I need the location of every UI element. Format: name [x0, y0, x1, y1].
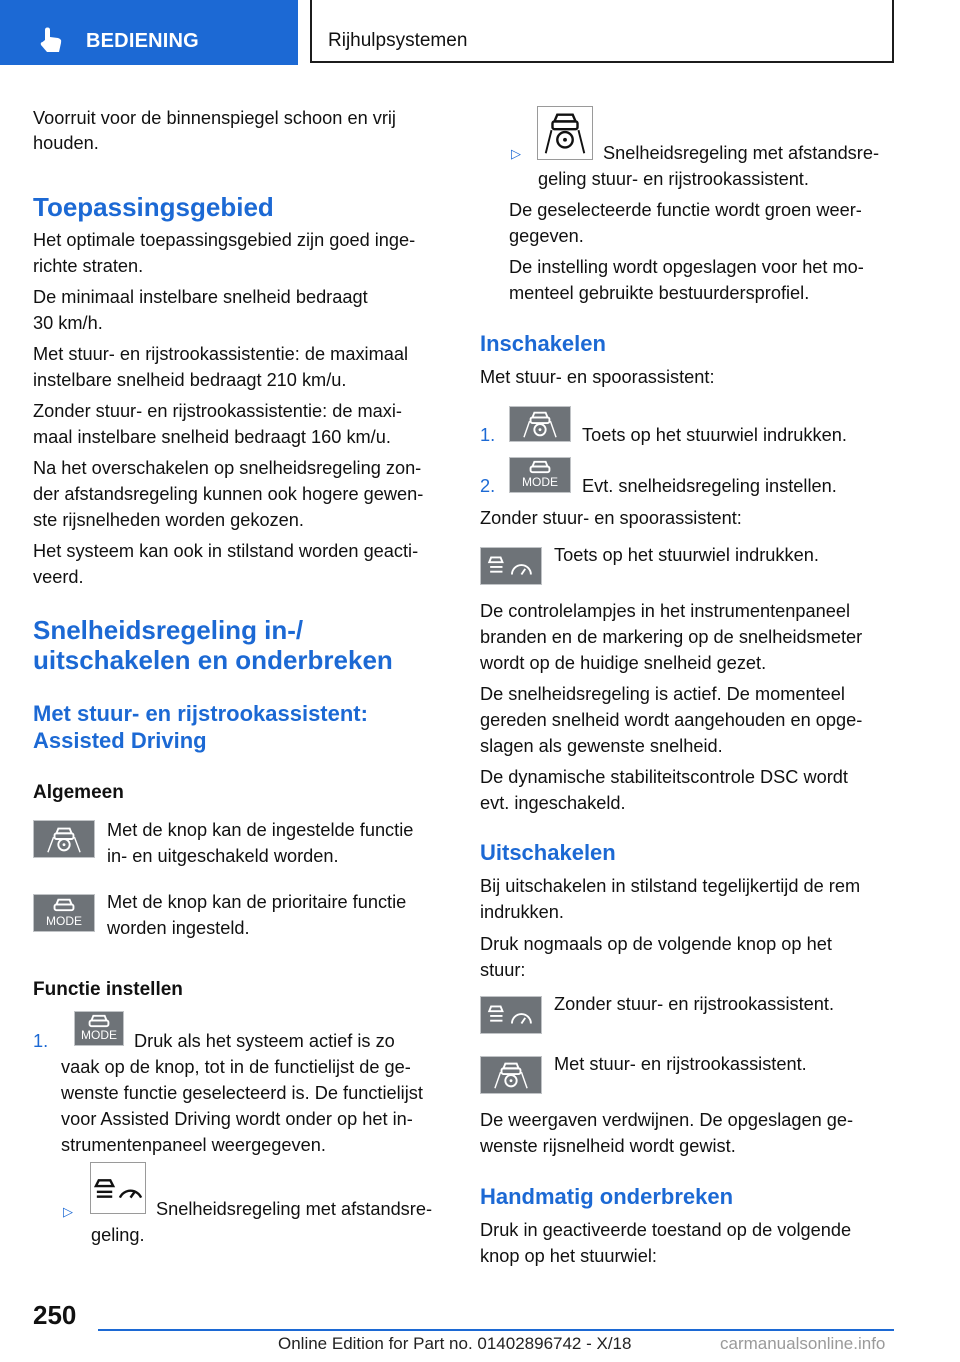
bullet-2-text: geling stuur- en rijstrookassistent.: [538, 169, 809, 189]
para-line: Met stuur- en rijstrookassistent.: [554, 1054, 807, 1074]
mode-label: MODE: [46, 914, 82, 928]
para-line: De dynamische stabiliteitscontrole DSC wordt: [480, 767, 848, 787]
step-text: Evt. snelheidsregeling instellen.: [582, 476, 837, 496]
watermark: carmanualsonline.info: [720, 1334, 886, 1353]
para-line: stuur:: [480, 960, 526, 980]
intro-line-2: houden.: [33, 133, 99, 153]
para-line: wenste rijsnelheid wordt gewist.: [480, 1136, 736, 1156]
para-line: De snelheidsregeling is actief. De momenteel: [480, 684, 845, 704]
chapter-tab: [310, 0, 894, 63]
step-1-text: voor Assisted Driving wordt onder op het in-: [61, 1109, 413, 1129]
step-text: Toets op het stuurwiel indrukken.: [582, 425, 847, 445]
step-number: 1.: [33, 1031, 49, 1051]
para-line: gereden snelheid wordt aangehouden en opge-: [480, 710, 863, 730]
hand-pointer-icon: [36, 26, 66, 56]
heading-uitschakelen: Uitschakelen: [480, 840, 616, 865]
section-tab: [0, 0, 298, 65]
mode-button-icon: [74, 1011, 124, 1046]
para-line: De controlelampjes in het instrumentenpaneel: [480, 601, 851, 621]
bullet-triangle-icon: ▷: [63, 1204, 73, 1219]
para-line: menteel gebruikte bestuurdersprofiel.: [509, 283, 810, 303]
para-line: Zonder stuur- en spoorassistent:: [480, 508, 742, 528]
para-line: knop op het stuurwiel:: [480, 1246, 657, 1266]
para-line: Met stuur- en spoorassistent:: [480, 367, 715, 387]
steering-assist-button-icon: [480, 1056, 542, 1094]
para-line: De minimaal instelbare snelheid bedraagt: [33, 287, 368, 307]
para-line: Toets op het stuurwiel indrukken.: [554, 545, 819, 565]
para-line: wordt op de huidige snelheid gezet.: [480, 653, 767, 673]
bullet-triangle-icon: ▷: [511, 146, 521, 161]
heading-snelheidsregeling: Snelheidsregeling in-/: [33, 615, 304, 645]
step-number: 1.: [480, 425, 496, 445]
distance-cruise-button-icon: [90, 1162, 146, 1214]
distance-cruise-button-icon: [480, 996, 542, 1034]
para-line: branden en de markering op de snelheidsmeter: [480, 627, 863, 647]
steering-assist-button-icon: [33, 820, 95, 858]
para-line: Het optimale toepassingsgebied zijn goed inge-: [33, 230, 416, 250]
mode-button-icon: [33, 894, 95, 932]
heading-toepassingsgebied: Toepassingsgebied: [33, 192, 274, 222]
para-line: Zonder stuur- en rijstrookassistentie: de maxi-: [33, 401, 402, 421]
algemeen-text-2b: worden ingesteld.: [107, 918, 250, 938]
bullet-2-text: Snelheidsregeling met afstandsre-: [603, 143, 880, 163]
mode-button-icon: [509, 457, 571, 493]
para-line: De weergaven verdwijnen. De opgeslagen ge-: [480, 1110, 854, 1130]
mode-label: MODE: [522, 475, 558, 489]
heading-snelheidsregeling-2: uitschakelen en onderbreken: [33, 645, 393, 675]
bullet-1-text: Snelheidsregeling met afstandsre-: [156, 1199, 433, 1219]
heading-handmatig-onderbreken: Handmatig onderbreken: [480, 1184, 734, 1209]
para-line: Druk in geactiveerde toestand op de volgende: [480, 1220, 852, 1240]
heading-assisted-driving: Met stuur- en rijstrookassistent:: [33, 701, 368, 726]
steering-assist-button-icon: [509, 406, 571, 442]
para-line: evt. ingeschakeld.: [480, 793, 626, 813]
step-1-text: wenste functie geselecteerd is. De functielijst: [61, 1083, 423, 1103]
footer-divider: [98, 1329, 894, 1331]
para-line: instelbare snelheid bedraagt 210 km/u.: [33, 370, 347, 390]
step-1-text: vaak op de knop, tot in de functielijst de ge-: [61, 1057, 411, 1077]
para-line: Zonder stuur- en rijstrookassistent.: [554, 994, 834, 1014]
para-line: richte straten.: [33, 256, 144, 276]
algemeen-text-2: Met de knop kan de prioritaire functie: [107, 892, 407, 912]
para-line: 30 km/h.: [33, 313, 103, 333]
para-line: der afstandsregeling kunnen ook hogere gewen-: [33, 484, 424, 504]
section-tab-label: BEDIENING: [86, 30, 199, 52]
para-line: Bij uitschakelen in stilstand tegelijkertijd de rem: [480, 876, 861, 896]
chapter-tab-label: Rijhulpsystemen: [328, 30, 468, 51]
steering-assist-button-icon: [537, 106, 593, 160]
para-line: veerd.: [33, 567, 84, 587]
para-line: De geselecteerde functie wordt groen weer-: [509, 200, 862, 220]
para-line: Na het overschakelen op snelheidsregeling zon-: [33, 458, 422, 478]
step-1-text: strumentenpaneel weergegeven.: [61, 1135, 326, 1155]
step-1-text: Druk als het systeem actief is zo: [134, 1031, 395, 1051]
heading-algemeen: Algemeen: [33, 782, 124, 803]
step-number: 2.: [480, 476, 496, 496]
para-line: ste rijsnelheden worden gekozen.: [33, 510, 304, 530]
bullet-1-text: geling.: [91, 1225, 145, 1245]
page-number: 250: [33, 1300, 77, 1330]
intro-line-1: Voorruit voor de binnenspiegel schoon en vrij: [33, 108, 396, 128]
para-line: Druk nogmaals op de volgende knop op het: [480, 934, 832, 954]
algemeen-text-1b: in- en uitgeschakeld worden.: [107, 846, 339, 866]
mode-label: MODE: [81, 1028, 117, 1042]
distance-cruise-button-icon: [480, 547, 542, 585]
algemeen-text-1: Met de knop kan de ingestelde functie: [107, 820, 414, 840]
heading-assisted-driving-2: Assisted Driving: [33, 728, 207, 753]
para-line: indrukken.: [480, 902, 564, 922]
para-line: Het systeem kan ook in stilstand worden geacti-: [33, 541, 419, 561]
heading-inschakelen: Inschakelen: [480, 331, 606, 356]
heading-functie-instellen: Functie instellen: [33, 979, 183, 1000]
para-line: slagen als gewenste snelheid.: [480, 736, 723, 756]
para-line: De instelling wordt opgeslagen voor het mo-: [509, 257, 864, 277]
para-line: Met stuur- en rijstrookassistentie: de maximaal: [33, 344, 409, 364]
para-line: maal instelbare snelheid bedraagt 160 km/u.: [33, 427, 391, 447]
footer-edition: Online Edition for Part no. 01402896742 - X/18: [278, 1334, 632, 1353]
para-line: gegeven.: [509, 226, 584, 246]
